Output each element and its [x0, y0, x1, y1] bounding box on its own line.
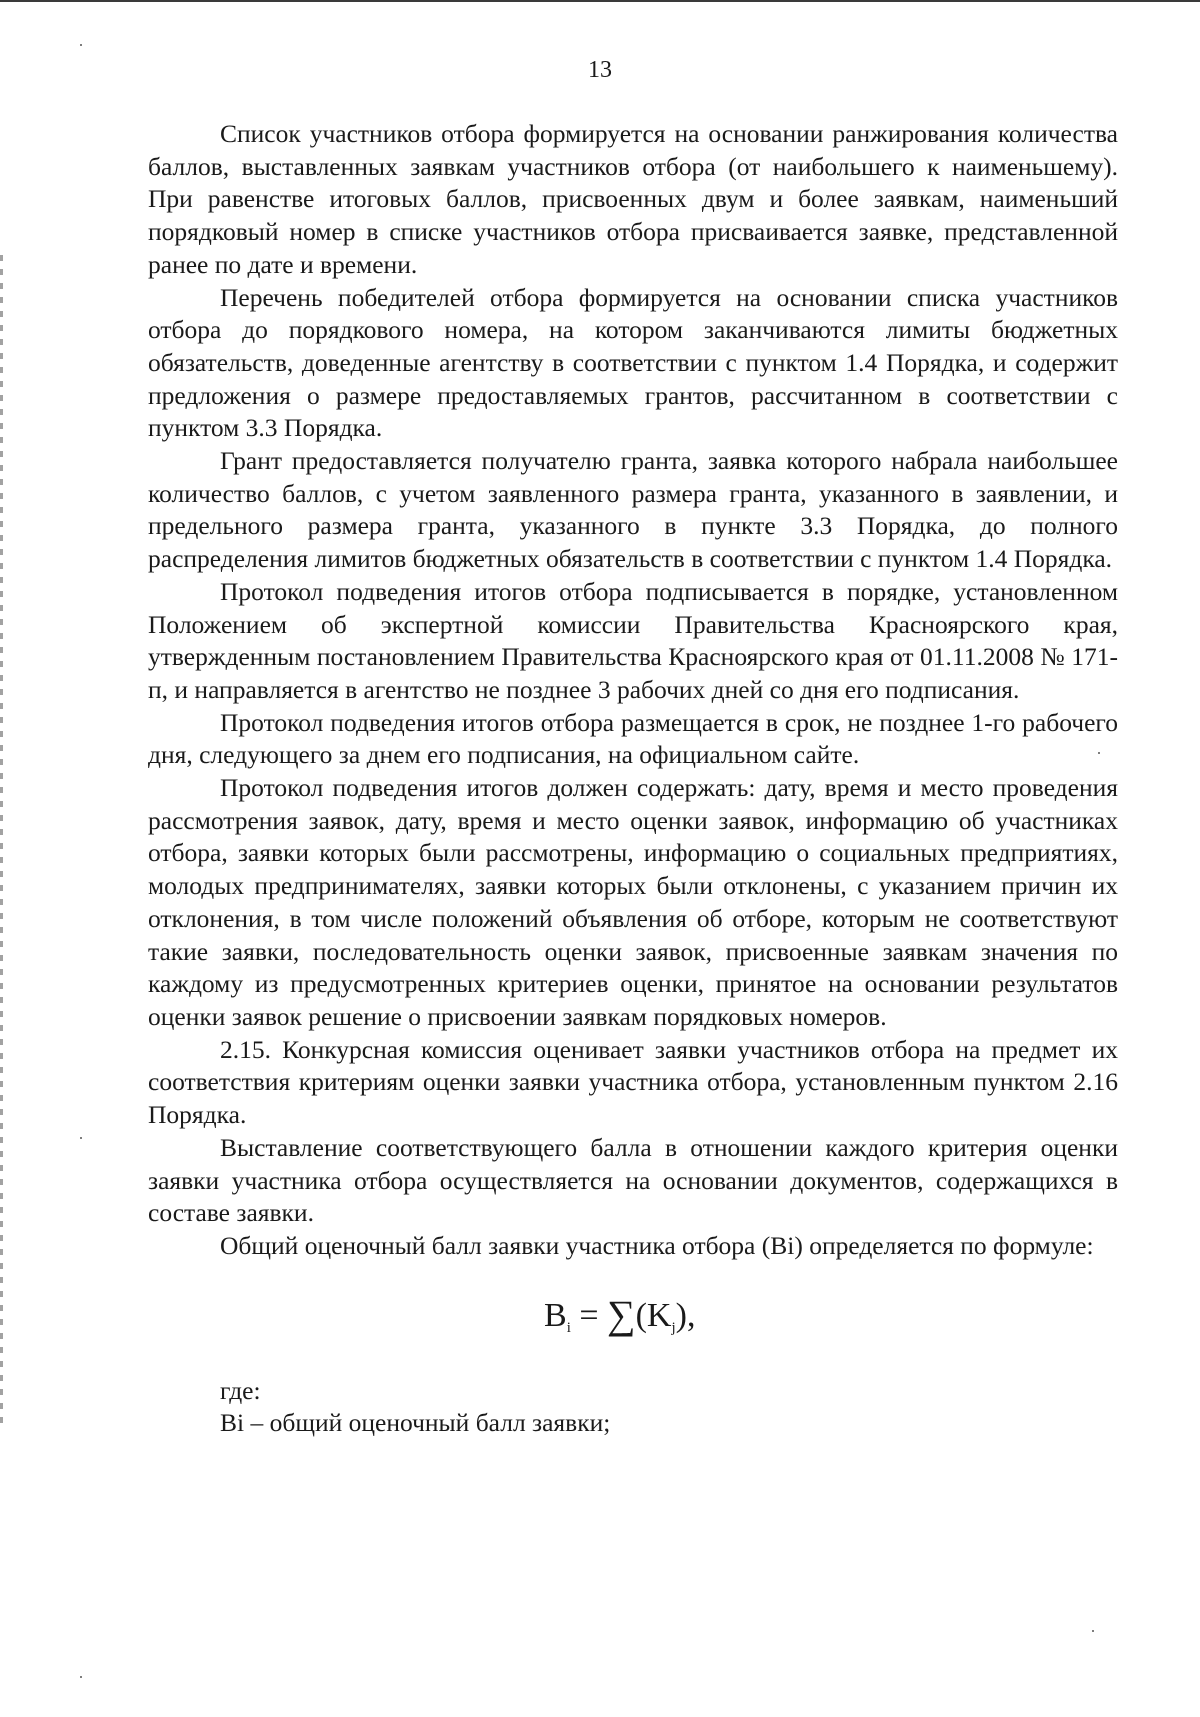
paragraph-participants-list: Список участников отбора формируется на основании ранжирования количества баллов, выставленных заявкам участников отбора (от наибольшего к наименьшему). При равенстве итоговых баллов, присвоенных двум и более заявкам, наименьший порядковый номер в списке участников отбора присваивается заявке, представленной ранее по дате и времени.: [148, 119, 1118, 279]
formula-term-open: (K: [635, 1296, 672, 1334]
scan-speck: [1092, 1630, 1094, 1632]
page-number: 13: [588, 57, 612, 83]
scan-top-edge: [0, 0, 1200, 2]
formula-term-close: ),: [675, 1296, 696, 1334]
paragraph-protocol-contents: Протокол подведения итогов должен содержать: дату, время и место проведения рассмотрения заявок, дату, время и место оценки заявок, информацию об участниках отбора, заявки которых были рассмотрены, информацию о социальных предприятиях, молодых предпринимателях, заявки которых были отклонены, с указанием причин их отклонения, в том числе положений объявления об отборе, которым не соответствуют такие заявки, последовательность оценки заявок, присвоенные заявкам значения по каждому из предусмотренных критериев оценки, принятое на основании результатов оценки заявок решение о присвоении заявкам порядковых номеров.: [148, 773, 1118, 1031]
paragraph-protocol-signing: Протокол подведения итогов отбора подписывается в порядке, установленном Положением об экспертной комиссии Правительства Красноярского края, утвержденным постановлением Правительства Красноярского края от 01.11.2008 № 171-п, и направляется в агентство не позднее 3 рабочих дней со дня его подписания.: [148, 576, 1118, 704]
scan-margin-marks: [0, 255, 3, 1425]
paragraph-total-score-intro: Общий оценочный балл заявки участника отбора (Bi) определяется по формуле:: [220, 1230, 1094, 1260]
formula-expression: [544, 1293, 695, 1350]
scan-speck: [80, 1676, 82, 1678]
formula-lhs-subscript: i: [566, 1319, 571, 1336]
document-body: [148, 118, 1118, 1440]
formula-sum-sign: ∑: [607, 1291, 636, 1337]
score-formula: [148, 1267, 1118, 1375]
scan-speck: [80, 44, 82, 46]
paragraph-section-2-15: 2.15. Конкурсная комиссия оценивает заявки участников отбора на предмет их соответствия критериям оценки заявки участника отбора, установленным пунктом 2.16 Порядка.: [148, 1034, 1118, 1130]
formula-term-subscript: j: [671, 1319, 676, 1336]
scan-speck: [80, 1137, 82, 1139]
formula-equals: =: [579, 1296, 599, 1334]
where-definition-bi: Bi – общий оценочный балл заявки;: [220, 1408, 611, 1438]
formula-lhs: B: [544, 1296, 567, 1334]
paragraph-protocol-publication: Протокол подведения итогов отбора размещается в срок, не позднее 1-го рабочего дня, следующего за днем его подписания, на официальном сайте.: [148, 707, 1118, 770]
paragraph-winners-list: Перечень победителей отбора формируется на основании списка участников отбора до порядкового номера, на котором заканчиваются лимиты бюджетных обязательств, доведенные агентству в соответствии с пунктом 1.4 Порядка, и содержит предложения о размере предоставляемых грантов, рассчитанном в соответствии с пунктом 3.3 Порядка.: [148, 282, 1118, 443]
paragraph-grant-provision: Грант предоставляется получателю гранта, заявка которого набрала наибольшее количество баллов, с учетом заявленного размера гранта, указанного в заявлении, и предельного размера гранта, указанного в пункте 3.3 Порядка, до полного распределения лимитов бюджетных обязательств в соответствии с пунктом 1.4 Порядка.: [148, 446, 1118, 574]
paragraph-score-assignment: Выставление соответствующего балла в отношении каждого критерия оценки заявки участника отбора осуществляется на основании документов, содержащихся в составе заявки.: [148, 1132, 1118, 1228]
where-label: где:: [220, 1375, 261, 1405]
